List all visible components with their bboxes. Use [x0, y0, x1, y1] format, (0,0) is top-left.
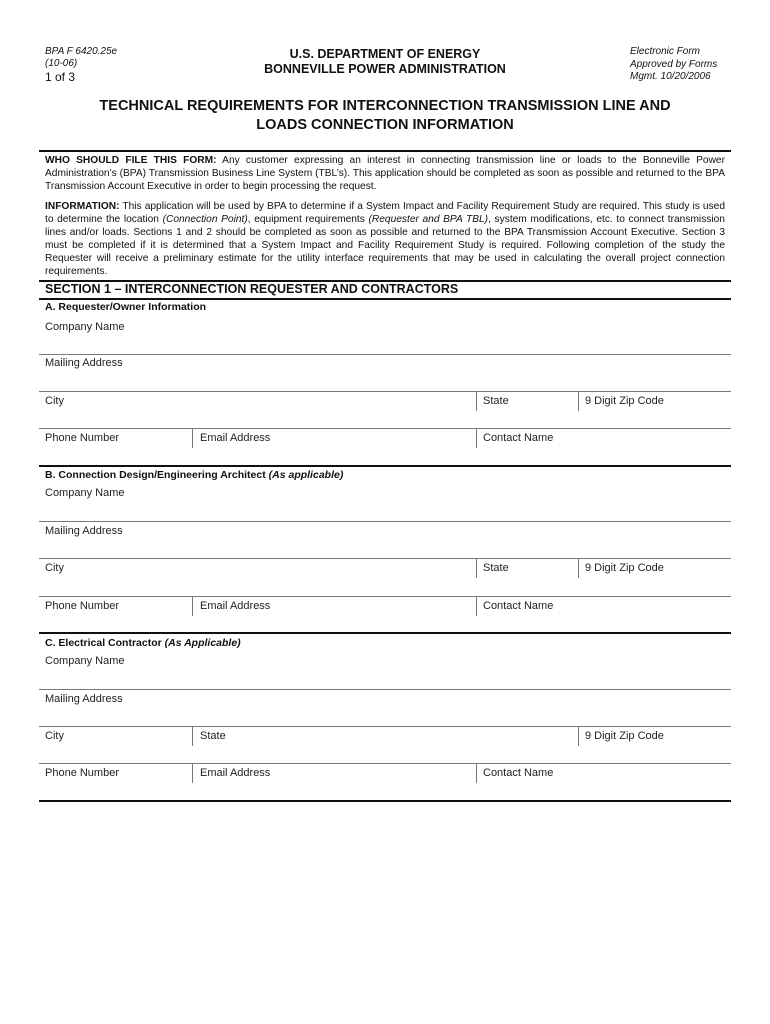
info-text-3: , system modifications, etc. to connect transmission lines and/or loads. Sections 1 and 2 should be completed as soon as possible and returned to the BPA Transmission Account Executive. Section 3 must be completed if it is determined that a System Impact and Facility Requirement Study is required. Following completion of the study the Requester will receive a preliminary estimate for the utility interface requirements that may be used in calculating the overall project connection requirements.: [45, 214, 725, 277]
b-mailing-address-field[interactable]: Mailing Address: [45, 525, 123, 537]
row-divider: [39, 558, 731, 559]
b-zip-field[interactable]: 9 Digit Zip Code: [585, 562, 664, 574]
row-divider: [39, 726, 731, 727]
department-name: U.S. DEPARTMENT OF ENERGY: [289, 47, 481, 61]
section-a-title: A. Requester/Owner Information: [45, 301, 207, 313]
b-email-field[interactable]: Email Address: [200, 600, 271, 612]
c-mailing-address-field[interactable]: Mailing Address: [45, 693, 123, 705]
section-b-label: B. Connection Design/Engineering Architect: [45, 469, 269, 481]
b-company-name-field[interactable]: Company Name: [45, 487, 125, 499]
cell-divider: [476, 558, 477, 578]
cell-divider: [192, 428, 193, 448]
a-city-field[interactable]: City: [45, 395, 64, 407]
cell-divider: [578, 391, 579, 411]
form-date: (10-06): [45, 58, 78, 69]
cell-divider: [476, 763, 477, 783]
b-state-field[interactable]: State: [483, 562, 509, 574]
divider: [39, 465, 731, 467]
a-mailing-address-field[interactable]: Mailing Address: [45, 357, 123, 369]
b-city-field[interactable]: City: [45, 562, 64, 574]
who-text: Any customer expressing an interest in connecting transmission line or loads to the Bonneville Power Administration’s (BPA) Transmission Business Line System (TBL’s). This application should be completed as soon as possible and returned to the BPA Transmission Account Executive in order to begin processing the request.: [45, 155, 725, 192]
divider: [39, 632, 731, 634]
who-label: WHO SHOULD FILE THIS FORM:: [45, 155, 217, 166]
cell-divider: [192, 596, 193, 616]
row-divider: [39, 689, 731, 690]
cell-divider: [476, 428, 477, 448]
divider: [39, 150, 731, 152]
a-company-name-field[interactable]: Company Name: [45, 321, 125, 333]
information-paragraph: [45, 200, 725, 278]
a-zip-field[interactable]: 9 Digit Zip Code: [585, 395, 664, 407]
section-b-note: (As applicable): [268, 469, 344, 481]
approval-block: [630, 46, 717, 84]
approval-line-1: Electronic Form: [630, 46, 701, 57]
a-phone-field[interactable]: Phone Number: [45, 432, 119, 444]
b-contact-field[interactable]: Contact Name: [483, 600, 554, 612]
cell-divider: [192, 763, 193, 783]
c-contact-field[interactable]: Contact Name: [483, 767, 554, 779]
page-indicator: 1 of 3: [45, 70, 76, 84]
info-text-2: , equipment requirements: [247, 214, 369, 225]
row-divider: [39, 428, 731, 429]
approval-line-3: Mgmt. 10/20/2006: [630, 71, 711, 82]
a-state-field[interactable]: State: [483, 395, 509, 407]
info-label: INFORMATION:: [45, 201, 120, 212]
form-title-line-1: TECHNICAL REQUIREMENTS FOR INTERCONNECTION TRANSMISSION LINE AND: [99, 98, 671, 114]
divider: [39, 800, 731, 802]
form-number: BPA F 6420.25e: [45, 46, 118, 57]
section-c-note: (As Applicable): [164, 637, 241, 649]
cell-divider: [192, 726, 193, 746]
b-phone-field[interactable]: Phone Number: [45, 600, 119, 612]
row-divider: [39, 354, 731, 355]
approval-line-2: Approved by Forms: [630, 58, 718, 70]
info-italic-2: (Requester and BPA TBL): [368, 214, 489, 225]
c-city-field[interactable]: City: [45, 730, 64, 742]
section-b-title: [45, 469, 343, 481]
a-contact-field[interactable]: Contact Name: [483, 432, 554, 444]
cell-divider: [578, 726, 579, 746]
row-divider: [39, 391, 731, 392]
c-email-field[interactable]: Email Address: [200, 767, 271, 779]
cell-divider: [578, 558, 579, 578]
row-divider: [39, 763, 731, 764]
info-italic-1: (Connection Point): [162, 214, 248, 225]
section-c-title: [45, 637, 241, 649]
divider: [39, 298, 731, 300]
form-title-line-2: LOADS CONNECTION INFORMATION: [256, 117, 514, 133]
info-text-1: This application will be used by BPA to determine if a System Impact and Facility Requirement Study are required. This study is used to determine the location: [45, 201, 725, 225]
c-phone-field[interactable]: Phone Number: [45, 767, 119, 779]
section-1-title: SECTION 1 – INTERCONNECTION REQUESTER AND CONTRACTORS: [45, 282, 459, 296]
administration-name: BONNEVILLE POWER ADMINISTRATION: [264, 62, 506, 76]
row-divider: [39, 596, 731, 597]
section-c-label: C. Electrical Contractor: [45, 637, 165, 649]
c-zip-field[interactable]: 9 Digit Zip Code: [585, 730, 664, 742]
c-company-name-field[interactable]: Company Name: [45, 655, 125, 667]
c-state-field[interactable]: State: [200, 730, 226, 742]
who-should-file-paragraph: [45, 154, 725, 193]
row-divider: [39, 521, 731, 522]
a-email-field[interactable]: Email Address: [200, 432, 271, 444]
cell-divider: [476, 391, 477, 411]
cell-divider: [476, 596, 477, 616]
form-title: [0, 97, 770, 135]
